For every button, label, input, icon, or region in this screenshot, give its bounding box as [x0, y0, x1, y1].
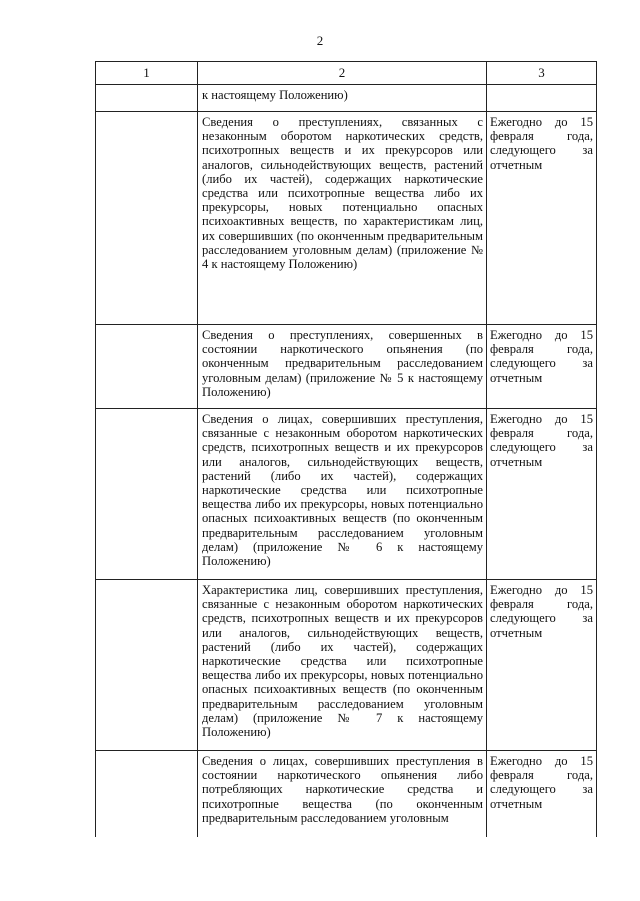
table-header-row [96, 62, 597, 85]
cell-description [198, 751, 487, 838]
table-row [96, 325, 597, 409]
cell-description [198, 325, 487, 409]
cell-deadline-text: Ежегодно до 15 февраля года, следующего за отчетным [490, 412, 593, 469]
cell-number [96, 85, 198, 112]
cell-deadline-text [487, 85, 596, 88]
cell-deadline [487, 85, 597, 112]
cell-description-text: Характеристика лиц, совершивших преступления, связанные с незаконным оборотом наркотических средств, психотропных веществ и их прекурсоров или аналогов, сильнодействующих веществ, растений (либо их частей), содержащих наркотические средства или психотропные вещества либо их прекурсоры, новых потенциально опасных психоактивных веществ (по оконченным предварительным расследованием уголовным делам) (приложение № 7 к настоящему Положению) [202, 583, 483, 740]
reporting-table [95, 61, 597, 837]
cell-description [198, 409, 487, 580]
table-row [96, 751, 597, 838]
cell-number [96, 580, 198, 751]
cell-description-text: Сведения о лицах, совершивших преступления, связанные с незаконным оборотом наркотических средств, психотропных веществ и их прекурсоров или аналогов, сильнодействующих веществ, растений (либо их частей), содержащих наркотические средства или психотропные вещества либо их прекурсоры, новых потенциально опасных психоактивных веществ (по оконченным предварительным расследованием уголовным делам) (приложение № 6 к настоящему Положению) [202, 412, 483, 569]
cell-description-text: Сведения о лицах, совершивших преступления в состоянии наркотического опьянения либо потребляющих наркотические средства и психотропные вещества (по оконченным предварительным расследованием уголовным [202, 754, 483, 825]
cell-number [96, 325, 198, 409]
page-number: 2 [316, 33, 324, 48]
cell-deadline-text: Ежегодно до 15 февраля года, следующего за отчетным [490, 754, 593, 811]
cell-deadline-text: Ежегодно до 15 февраля года, следующего за отчетным [490, 115, 593, 172]
column-header-2: 2 [198, 62, 487, 85]
cell-deadline-text: Ежегодно до 15 февраля года, следующего за отчетным [490, 328, 593, 385]
column-header-1: 1 [96, 62, 198, 85]
cell-deadline-text: Ежегодно до 15 февраля года, следующего за отчетным [490, 583, 593, 640]
cell-description [198, 112, 487, 325]
cell-number [96, 409, 198, 580]
cell-description [198, 580, 487, 751]
cell-deadline [487, 580, 597, 751]
cell-deadline [487, 409, 597, 580]
cell-description-text: Сведения о преступлениях, совершенных в состоянии наркотического опьянения (по оконченным предварительным расследованием уголовным делам) (приложение № 5 к настоящему Положению) [202, 328, 483, 399]
table-row [96, 409, 597, 580]
cell-description [198, 85, 487, 112]
table-row [96, 85, 597, 112]
cell-number [96, 751, 198, 838]
cell-deadline [487, 325, 597, 409]
cell-description-text: к настоящему Положению) [202, 88, 348, 102]
column-header-3: 3 [487, 62, 597, 85]
cell-number [96, 112, 198, 325]
cell-deadline [487, 751, 597, 838]
table-row [96, 112, 597, 325]
cell-description-text: Сведения о преступлениях, связанных с незаконным оборотом наркотических средств, психотропных веществ и их прекурсоров или аналогов, сильнодействующих веществ, растений (либо их частей), содержащих наркотические средства или психотропные вещества либо их прекурсоры, новых потенциально опасных психоактивных веществ, по характеристикам лиц, их совершивших (по оконченным предварительным расследованием уголовным делам) (приложение № 4 к настоящему Положению) [202, 115, 483, 272]
table-row [96, 580, 597, 751]
cell-deadline [487, 112, 597, 325]
